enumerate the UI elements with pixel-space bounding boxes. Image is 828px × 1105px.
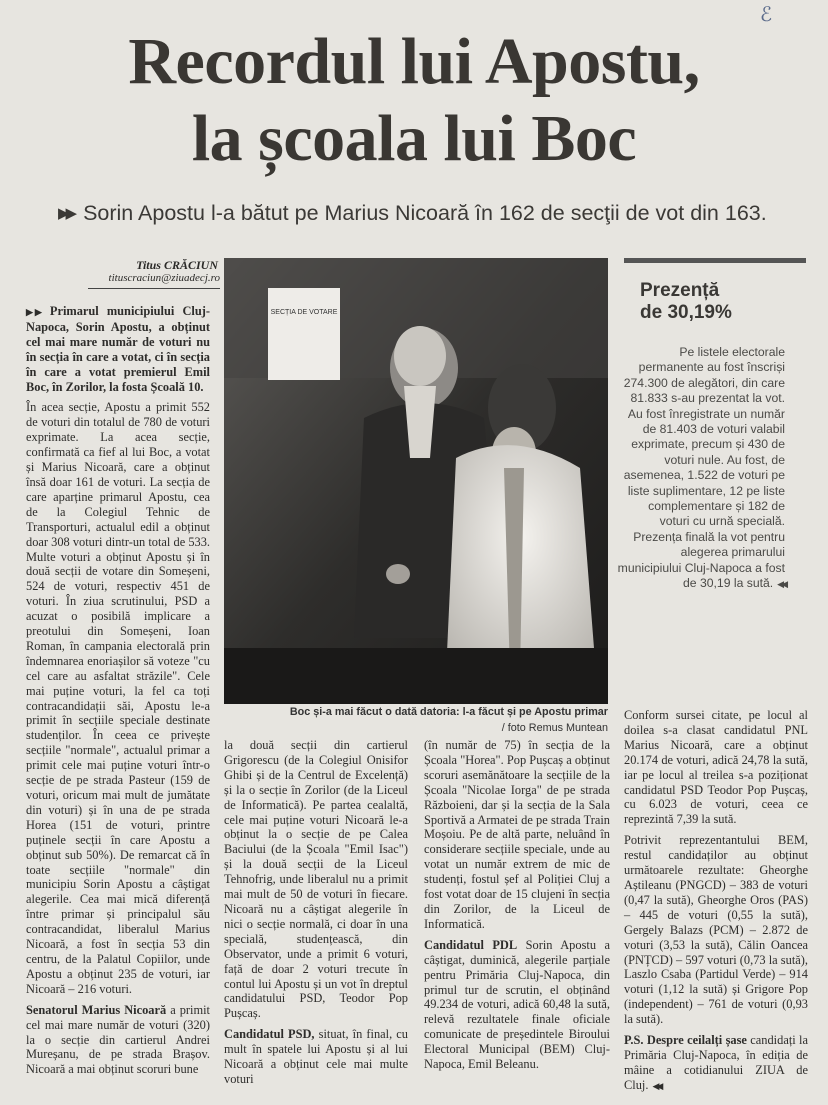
photo-sign-text: SECȚIA DE VOTARE [270, 309, 338, 316]
news-photo [224, 258, 608, 704]
sidebar-title-line-1: Prezență [640, 280, 720, 301]
end-arrow-icon: ◀◀ [777, 579, 785, 590]
paragraph-lead-in: Candidatul PDL [424, 937, 518, 952]
photo-credit: / foto Remus Muntean [501, 722, 608, 734]
article-column-2 [224, 738, 408, 1093]
photo-caption: Boc și-a mai făcut o dată datoria: l-a făcut și pe Apostu primar [289, 706, 608, 718]
double-arrow-icon: ▶▶ [58, 205, 74, 222]
paragraph [26, 1003, 210, 1078]
paragraph: În acea secție, Apostu a primit 552 de voturi din totalul de 780 de voturi exprimate. La acea secție, confirmată ca fief al lui Boc, a votat și Marius Nicoară, care a obținut însă doar 161 de voturi. La secția de care aparține primarul Apostu, cea de la Colegiul Tehnic de Transporturi, actualul edil a obținut doar 308 voturi dintr-un total de 533. Multe voturi a obținut Apostu și în două secții de votare din Someșeni, 524 de voturi, respectiv 451 de voturi. În ziua scrutinului, PSD a acuzat o posibilă implicare a preotului din Someșeni, Ioan Roman, în campania electorală prin îndemnarea enoriașilor să voteze "cu cel care au asfaltat străzile". Cele mai puține voturi, la fel ca toți contracandidații săi, Apostu le-a primit în secțiile speciale destinate studenților. În ceea ce privește secțiile "normale", actualul primar a primit cele mai puține voturi într-o secție de pe strada Pasteur (159 de voturi, oricum mai mult de jumătate din voturi) și în una de pe strada Horea (151 de voturi, printre puținele secții în care Apostu a obținut sub 50%). De remarcat că în toate secțiile "normale" din municipiu Sorin Apostu a câștigat alegerile. Cea mai mică diferență între primar și principalul său contracandidat, liberalul Marius Nicoară, a fost în secția 53 din centru, de la Palatul Copiilor, unde Apostu a obținut 235 de voturi, iar Nicoară – 216 voturi. [26, 400, 210, 996]
paragraph-lead-in: Senatorul Marius Nicoară [26, 1002, 167, 1017]
headline-line-1: Recordul lui Apostu, [128, 25, 700, 98]
paragraph: Conform sursei citate, pe locul al doilea s-a clasat candidatul PNL Marius Nicoară, care a obținut 20.174 de voturi, adică 24,78 la sută, iar pe locul al treilea s-a poziționat candidatul PSD Teodor Pop Pușcaș, cu 6.023 de voturi, ceea ce reprezintă 7,39 la sută. [624, 708, 808, 827]
paragraph [224, 1027, 408, 1087]
end-arrow-icon: ◀◀ [652, 1080, 661, 1091]
photo-illustration [224, 258, 608, 704]
lead-text: Primarul municipiului Cluj-Napoca, Sorin Apostu, a obținut cel mai mare număr de voturi nu în secția în care a votat, ci în secția în care a votat premierul Emil Boc, în Zorilor, la fosta Școală 10. [26, 304, 210, 394]
byline-email: tituscraciun@ziuadecj.ro [88, 272, 220, 289]
paragraph [424, 938, 610, 1072]
paragraph-text: situat, în final, cu mult în spatele lui Apostu și al lui Nicoară a obținut cele mai multe voturi [224, 1027, 408, 1086]
paragraph: Potrivit reprezentantului BEM, restul candidaților au obținut următoarele rezultate: Gheorghe Aștileanu (PNGCD) – 383 de voturi (0,47 la sută), Gheorghe Oros (PAS) – 445 de voturi (0,55 la sută), Gergely Balazs (PCM) – 2.872 de voturi (3,53 la sută), Călin Oancea (PNȚCD) – 597 voturi (0,73 la sută), Laszlo Csaba (Partidul Verde) – 914 voturi (1,12 la sută) și Grigore Pop (independent) – 761 de voturi (0,93 la sută). [624, 833, 808, 1027]
sidebar-title [640, 280, 810, 324]
sidebar-title-line-2: de 30,19% [640, 302, 732, 323]
subhead-text: Sorin Apostu l-a bătut pe Marius Nicoară în 162 de secţii de vot din 163. [83, 201, 767, 225]
paragraph-lead-in: P.S. Despre ceilalți șase [624, 1033, 747, 1048]
handwritten-mark: ℰ [760, 2, 773, 26]
paragraph [624, 1033, 808, 1094]
paragraph-text: Sorin Apostu a câștigat, duminică, alegerile parțiale pentru Primăria Cluj-Napoca, din primul tur de scrutin, el obținând 49.234 de voturi, adică 60,48 la sută, relevă rezultatele finale oficiale comunicate de președintele Biroului Electoral Municipal (BEM) Cluj-Napoca, Emil Beleanu. [424, 937, 610, 1072]
double-arrow-icon: ▶▶ [26, 307, 44, 317]
paragraph-text: candidați la Primăria Cluj-Napoca, în ediția de mâine a cotidianului ZIUA de Cluj. [624, 1033, 808, 1092]
paragraph-text: a primit cel mai mare număr de voturi (320) la o secție din cartierul Andrei Mureșanu, de pe strada Brașov. Nicoară a mai obținut scoruri bune [26, 1002, 210, 1077]
headline-line-2: la școala lui Boc [191, 102, 637, 175]
article-column-3 [424, 738, 610, 1078]
paragraph: la două secții din cartierul Grigorescu (de la Colegiul Onisifor Ghibi și de la Centrul de Excelență) și la o secție în Zorilor (de la Liceul de Informatică). Pe partea cealaltă, cele mai puține voturi Nicoară le-a obținut la o secție de pe Calea Baciului (de la Școala "Emil Isac") și la două secții de la Liceul Tehnofrig, unde liberalul nu a primit mai mult de 50 de voturi în fiecare. Nicoară nu a câștigat alegerile în nici o secție normală, ci doar în una specială, studențească, din Observator, unde a primit 6 voturi, față de doar 2 voturi trecute în contul lui Apostu și un vot în dreptul candidatului PSD, Teodor Pop Pușcaș. [224, 738, 408, 1021]
byline-author: Titus CRĂCIUN [136, 258, 218, 272]
paragraph-lead-in: Candidatul PSD, [224, 1027, 315, 1042]
paragraph: (în număr de 75) în secția de la Școala "Horea". Pop Pușcaș a obținut scoruri asemănătoare la secțiile de la Școala "Nicolae Iorga" de pe strada Războieni, dar și la secția de la Sala Sportivă a Armatei de pe strada Train Moșoiu. Pe de altă parte, neluând în considerare secțiile speciale, unde au votat un număr extrem de mic de studenți, fostul șef al Poliției Cluj a fost votat doar de 15 clujeni în secția din Zorilor, de la Liceul de Informatică. [424, 738, 610, 931]
article-column-1 [26, 304, 210, 1083]
sidebar-body [615, 345, 785, 593]
sidebar-text: Pe listele electorale permanente au fost înscriși 274.300 de alegători, din care 81.833 s-au prezentat la vot. Au fost înregistrate un număr de 81.403 de voturi valabil exprimate, precum și 430 de voturi nule. Au fost, de asemenea, 1.522 de voturi pe liste suplimentare, 12 pe liste complementare și 182 de voturi cu urnă specială. Prezența finală la vot pentru alegerea primarului municipiului Cluj-Napoca a fost de 30,19 la sută. [617, 345, 785, 591]
article-column-4 [624, 708, 808, 1100]
sidebar-rule [624, 258, 806, 263]
lead-paragraph [26, 304, 210, 394]
subhead [58, 201, 823, 226]
